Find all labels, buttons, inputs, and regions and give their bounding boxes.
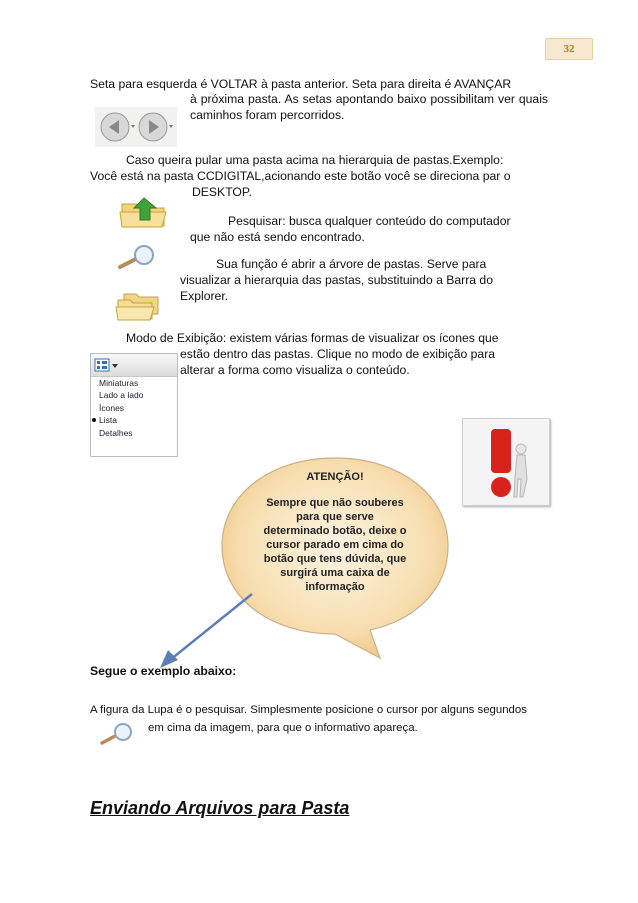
selected-dot-icon <box>92 418 96 422</box>
view-option-detalhes[interactable]: Detalhes <box>99 427 133 438</box>
callout-line: cursor parado em cima do <box>266 539 404 551</box>
folders-icon <box>110 288 166 322</box>
callout-line: Sempre que não souberes <box>266 497 404 509</box>
callout-line: botão que tens dúvida, que <box>263 553 407 565</box>
view-option-miniaturas[interactable]: Miniaturas <box>99 378 139 388</box>
text-acima-l2: Você está na pasta CCDIGITAL,acionando este botão você se direciona par o <box>90 169 511 183</box>
text-acima-l3: DESKTOP. <box>192 185 252 199</box>
section-heading: Enviando Arquivos para Pasta <box>90 798 350 818</box>
view-mode-toolbar-button[interactable] <box>91 354 177 377</box>
view-mode-menu <box>90 353 178 457</box>
text-modo-l2: estão dentro das pastas. Clique no modo de exibição para <box>180 347 496 361</box>
view-option-icones[interactable]: Ícones <box>99 402 125 413</box>
callout-line: para que serve <box>296 511 374 523</box>
callout-line: informação <box>305 581 365 593</box>
folder-up-icon <box>112 192 174 230</box>
pointer-arrow <box>150 590 260 672</box>
view-option-lado-a-lado[interactable]: Lado a lado <box>99 390 144 401</box>
text-modo-l3: alterar a forma como visualiza o conteúdo. <box>180 363 410 377</box>
text-pastas-l1: Sua função é abrir a árvore de pastas. Serve para <box>216 257 487 271</box>
text-lupa-l1: A figura da Lupa é o pesquisar. Simplesmente posicione o cursor por alguns segundos <box>90 704 527 716</box>
text-pesquisar-l2: que não está sendo encontrado. <box>190 230 365 244</box>
text-pastas-l3: Explorer. <box>180 289 229 303</box>
text-modo-l1: Modo de Exibição: existem várias formas de visualizar os ícones que <box>126 331 499 345</box>
text-pesquisar-l1: Pesquisar: busca qualquer conteúdo do computador <box>228 214 511 228</box>
magnifier-icon-small <box>96 722 138 748</box>
text-lupa-l2: em cima da imagem, para que o informativo apareça. <box>148 722 418 734</box>
callout-title: ATENÇÃO! <box>306 471 364 483</box>
callout-body <box>240 496 430 594</box>
callout-line: surgirá uma caixa de <box>280 567 390 579</box>
magnifier-icon <box>112 243 162 273</box>
view-option-lista[interactable] <box>91 414 177 426</box>
text-setas: Seta para esquerda é VOLTAR à pasta anterior. Seta para direita é AVANÇAR <box>90 77 512 91</box>
callout-line: determinado botão, deixe o <box>263 525 407 537</box>
text-segue: Segue o exemplo abaixo: <box>90 664 237 678</box>
exclamation-image <box>462 418 550 506</box>
text-acima-l1: Caso queira pular uma pasta acima na hierarquia de pastas.Exemplo: <box>126 153 504 167</box>
page-number-badge: 32 <box>545 38 593 60</box>
text-pastas-l2: visualizar a hierarquia das pastas, substituindo a Barra do <box>180 273 493 287</box>
text-setas-cont: à próxima pasta. As setas apontando baixo possibilitam ver quais caminhos foram percorridos. <box>190 92 548 122</box>
nav-arrows-image <box>95 107 177 147</box>
view-option-lista-label: Lista <box>99 415 117 426</box>
